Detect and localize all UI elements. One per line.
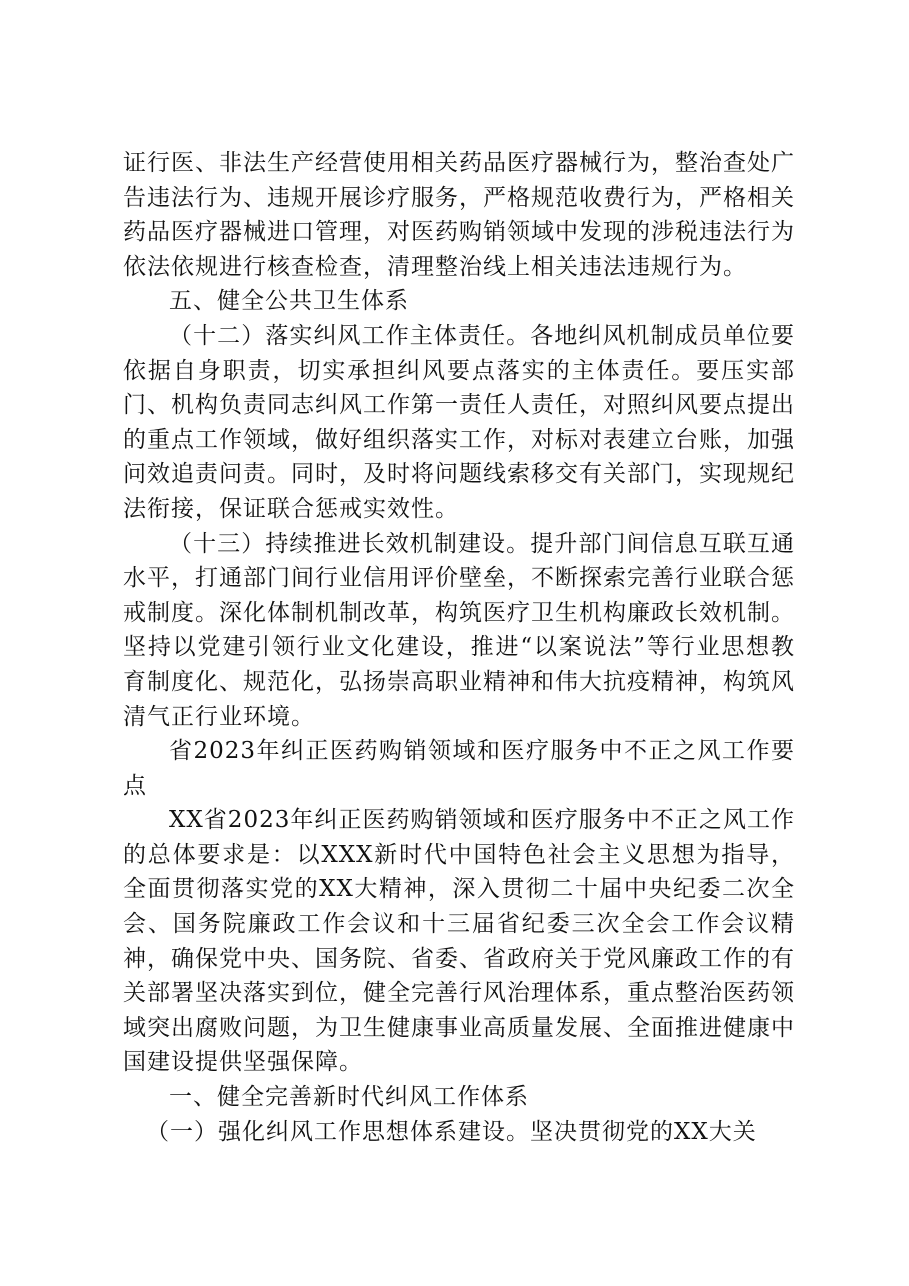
document-body [123, 146, 795, 1149]
paragraph-item-twelve: （十二）落实纠风工作主体责任。各地纠风机制成员单位要依据自身职责，切实承担纠风要点落实的主体责任。要压实部门、机构负责同志纠风工作第一责任人责任，对照纠风要点提出的重点工作领域，做好组织落实工作，对标对表建立台账，加强问效追责问责。同时，及时将问题线索移交有关部门，实现规纪法衔接，保证联合惩戒实效性。 [123, 322, 795, 522]
paragraph-continuation: 证行医、非法生产经营使用相关药品医疗器械行为，整治查处广告违法行为、违规开展诊疗服务，严格规范收费行为，严格相关药品医疗器械进口管理，对医药购销领域中发现的涉税违法行为依法依规进行核查检查，清理整治线上相关违法违规行为。 [123, 150, 795, 280]
section-heading-five: 五、健全公共卫生体系 [169, 288, 409, 315]
paragraph-item-one: （一）强化纠风工作思想体系建设。坚决贯彻党的XX大关 [146, 1118, 757, 1145]
document-title: 省2023年纠正医药购销领域和医疗服务中不正之风工作要点 [123, 738, 795, 799]
paragraph-item-thirteen: （十三）持续推进长效机制建设。提升部门间信息互联互通水平，打通部门间行业信用评价壁垒，不断探索完善行业联合惩戒制度。深化体制机制改革，构筑医疗卫生机构廉政长效机制。坚持以党建引领行业文化建设，推进“以案说法”等行业思想教育制度化、规范化，弘扬崇高职业精神和伟大抗疫精神，构筑风清气正行业环境。 [123, 530, 795, 730]
section-heading-one: 一、健全完善新时代纠风工作体系 [169, 1084, 529, 1111]
paragraph-general-requirements: XX省2023年纠正医药购销领域和医疗服务中不正之风工作的总体要求是：以XXX新时代中国特色社会主义思想为指导，全面贯彻落实党的XX大精神，深入贯彻二十届中央纪委二次全会、国务院廉政工作会议和十三届省纪委三次全会工作会议精神，确保党中央、国务院、省委、省政府关于党风廉政工作的有关部署坚决落实到位，健全完善行风治理体系，重点整治医药领域突出腐败问题，为卫生健康事业高质量发展、全面推进健康中国建设提供坚强保障。 [123, 807, 795, 1076]
